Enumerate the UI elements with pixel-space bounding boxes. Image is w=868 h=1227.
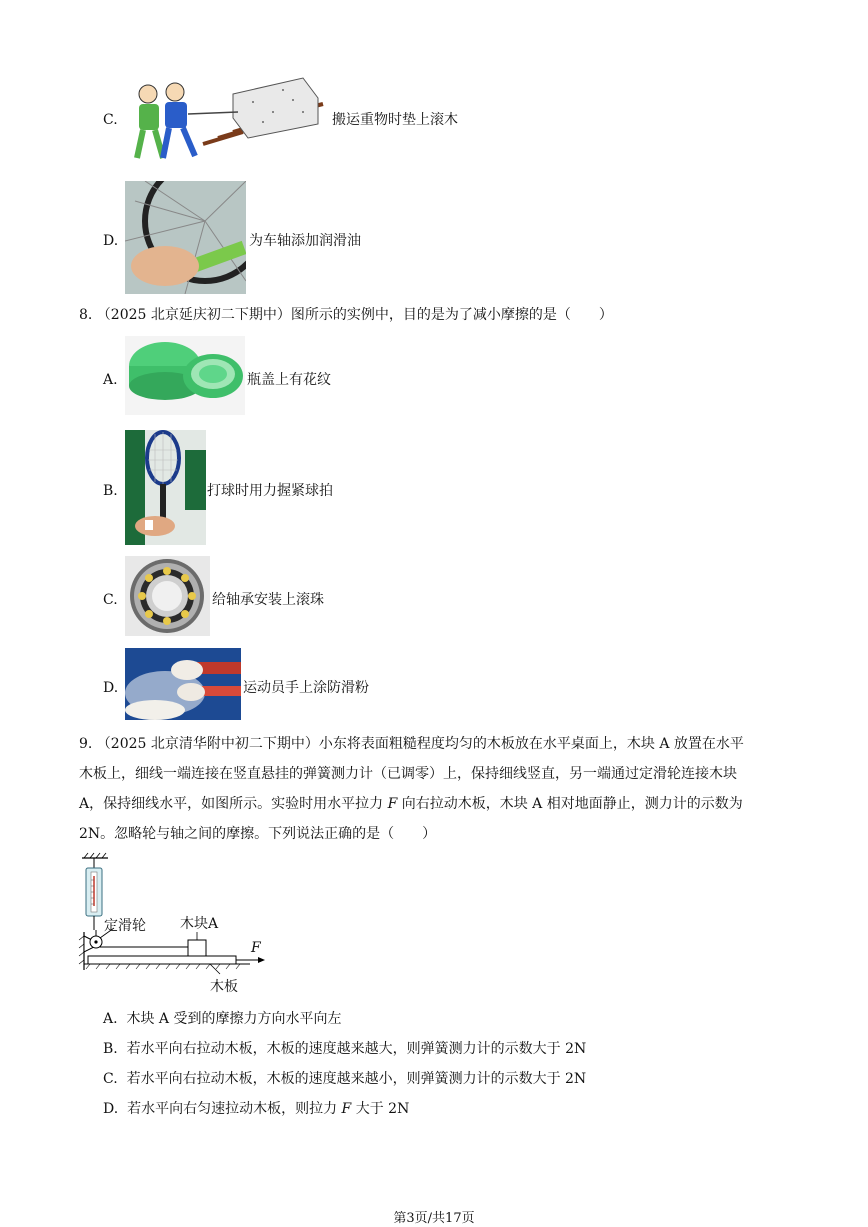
stem-line: 木板上，细线一端连接在竖直悬挂的弹簧测力计（已调零）上，保持细线竖直，另一端通过定滑轮连接木块 <box>79 766 737 782</box>
option-letter: B. <box>103 483 118 499</box>
gymnast-chalk-photo <box>125 648 241 720</box>
tennis-racket-photo <box>125 430 206 545</box>
option-letter: B. <box>103 1041 118 1057</box>
bicycle-axle-photo <box>125 181 246 294</box>
option-letter: D. <box>103 233 119 249</box>
block-label: 木块A <box>180 916 219 932</box>
option-letter: A. <box>103 1011 118 1027</box>
option-text: 若水平向右拉动木板，木板的速度越来越大，则弹簧测力计的示数大于 2N <box>126 1041 587 1057</box>
option-text: 若水平向右匀速拉动木板，则拉力 <box>127 1101 342 1117</box>
force-variable: F <box>387 796 398 812</box>
stem-text: A，保持细线水平，如图所示。实验时用水平拉力 <box>79 796 388 812</box>
option-text: 木块 A 受到的摩擦力方向水平向左 <box>126 1011 342 1027</box>
option-letter: D. <box>103 1101 119 1117</box>
option-b <box>103 1040 586 1058</box>
option-text: 运动员手上涂防滑粉 <box>243 680 369 696</box>
option-text: 为车轴添加润滑油 <box>249 233 361 249</box>
stem-text: 向右拉动木板，木块 A 相对地面静止，测力计的示数为 <box>397 796 743 812</box>
force-variable: F <box>341 1101 352 1117</box>
stem-line: 2N。忽略轮与轴之间的摩擦。下列说法正确的是（ ） <box>79 826 437 842</box>
stem-line: 9. （2025 北京清华附中初二下期中）小东将表面粗糙程度均匀的木板放在水平桌面上，木块 A 放置在水平 <box>79 736 744 752</box>
option-text: 大于 2N <box>351 1101 410 1117</box>
friction-experiment-diagram <box>70 852 270 996</box>
stem-line <box>79 789 799 819</box>
option-letter: C. <box>103 112 118 128</box>
option-text: 若水平向右拉动木板，木板的速度越来越小，则弹簧测力计的示数大于 2N <box>126 1071 587 1087</box>
option-letter: C. <box>103 592 118 608</box>
option-a <box>103 1010 341 1028</box>
page-footer: 第3页/共17页 <box>393 1211 475 1226</box>
option-text: 瓶盖上有花纹 <box>247 372 331 388</box>
bottle-cap-photo <box>125 336 245 415</box>
option-text: 打球时用力握紧球拍 <box>207 483 333 499</box>
ball-bearing-photo <box>125 556 210 636</box>
option-text: 搬运重物时垫上滚木 <box>332 112 458 128</box>
option-c <box>103 1070 586 1088</box>
option-letter: A. <box>103 372 118 388</box>
option-letter: C. <box>103 1071 118 1087</box>
question-8-stem: 8. （2025 北京延庆初二下期中）图所示的实例中，目的是为了减小摩擦的是（ ） <box>79 307 613 323</box>
option-text: 给轴承安装上滚珠 <box>212 592 324 608</box>
option-d <box>103 1100 409 1118</box>
pulley-label: 定滑轮 <box>104 918 146 934</box>
board-label: 木板 <box>210 979 238 995</box>
option-letter: D. <box>103 680 119 696</box>
question-9-stem <box>79 729 799 849</box>
force-label: F <box>251 940 261 956</box>
rolling-logs-illustration <box>133 72 328 164</box>
